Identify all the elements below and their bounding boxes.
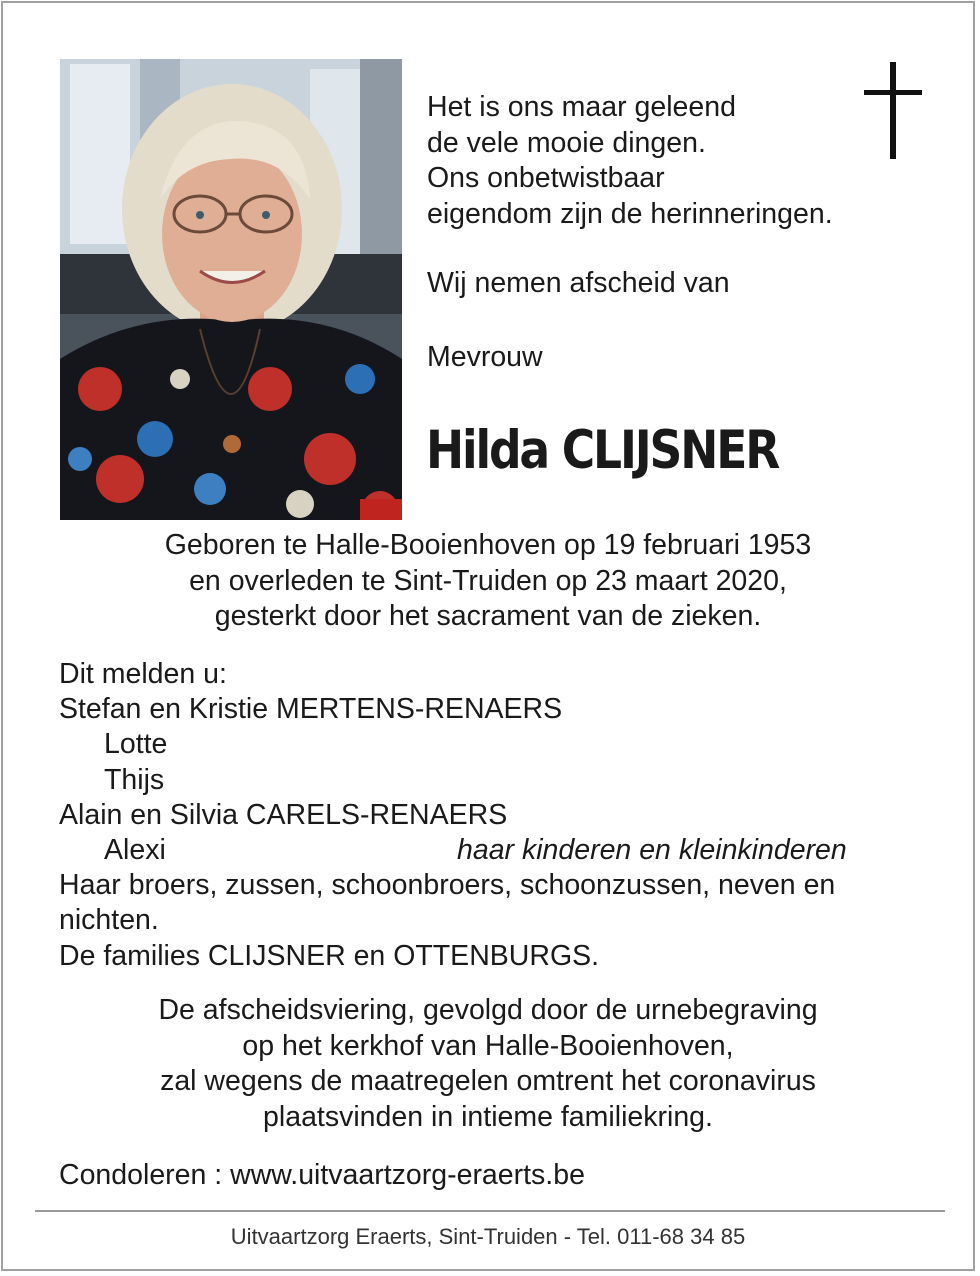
- portrait-photo: [60, 59, 402, 520]
- extended-family: Haar broers, zussen, schoonbroers, schoonzussen, neven en nichten.: [59, 869, 836, 937]
- grandchild: Alexi: [104, 834, 166, 867]
- grandchild: Lotte: [104, 728, 168, 761]
- farewell-intro: Wij nemen afscheid van: [427, 267, 730, 299]
- birth-line: Geboren te Halle-Booienhoven op 19 februari 1953: [164, 529, 812, 561]
- family-heading: Dit melden u:: [59, 658, 227, 690]
- poem-line: Het is ons maar geleend: [427, 91, 736, 123]
- family-couple: Alain en Silvia CARELS-RENAERS: [59, 798, 508, 831]
- poem-line: eigendom zijn de herinneringen.: [427, 197, 833, 230]
- sacrament-line: gesterkt door het sacrament van de zieken.: [214, 600, 762, 632]
- family-couple: Stefan en Kristie MERTENS-RENAERS: [59, 693, 563, 726]
- condolences-link[interactable]: Condoleren : www.uitvaartzorg-eraerts.be: [59, 1159, 585, 1191]
- poem: [427, 90, 833, 232]
- family-list: [59, 657, 939, 974]
- poem-line: Ons onbetwistbaar: [427, 162, 665, 194]
- ceremony-line: De afscheidsviering, gevolgd door de urnebegraving: [158, 994, 818, 1026]
- death-line: en overleden te Sint-Truiden op 23 maart 2020,: [189, 564, 787, 597]
- grandchild-row: [59, 833, 939, 868]
- salutation: Mevrouw: [427, 341, 543, 373]
- ceremony-line: zal wegens de maatregelen omtrent het coronavirus: [160, 1065, 816, 1097]
- ceremony-info: [0, 993, 976, 1135]
- ceremony-line: plaatsvinden in intieme familiekring.: [263, 1100, 713, 1133]
- deceased-name: Hilda CLIJSNER: [426, 420, 779, 481]
- birth-death-info: [0, 528, 976, 635]
- funeral-home-footer: Uitvaartzorg Eraerts, Sint-Truiden - Tel. 011-68 34 85: [230, 1224, 746, 1249]
- poem-line: de vele mooie dingen.: [427, 126, 706, 159]
- divider: [35, 1210, 945, 1212]
- families-line: De families CLIJSNER en OTTENBURGS.: [59, 939, 600, 972]
- role-label: haar kinderen en kleinkinderen: [457, 834, 847, 867]
- grandchild: Thijs: [104, 763, 165, 796]
- latin-cross-icon: [864, 62, 922, 160]
- ceremony-line: op het kerkhof van Halle-Booienhoven,: [242, 1029, 734, 1062]
